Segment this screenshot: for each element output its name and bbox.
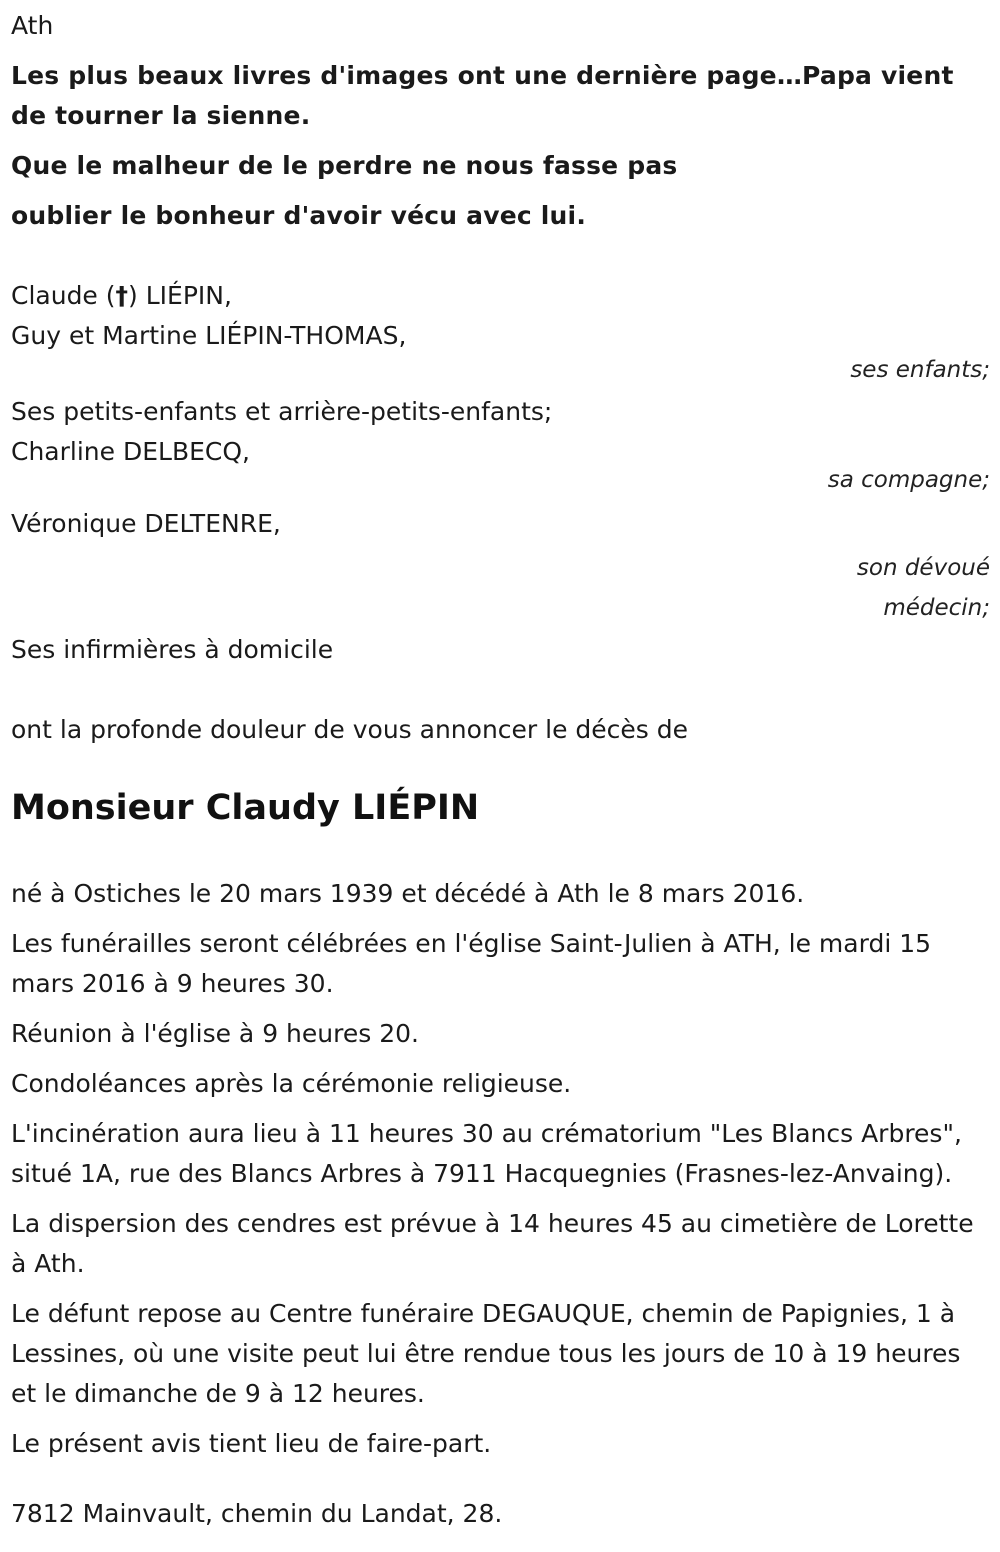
family-guy-martine: Guy et Martine LIÉPIN-THOMAS, [11,321,407,350]
children-role: ses enfants; [850,357,990,383]
detail-condolences: Condoléances après la cérémonie religieuse. [11,1069,572,1098]
quote-line-3: oublier le bonheur d'avoir vécu avec lui. [11,201,587,230]
funeral-details [11,874,990,1464]
family-nurses: Ses infirmières à domicile [11,635,334,664]
detail-notice: Le présent avis tient lieu de faire-part. [11,1429,492,1458]
claude-prefix: Claude ( [11,281,116,310]
cross-icon: † [115,281,129,310]
footer-address: 7812 Mainvault, chemin du Landat, 28. [11,1499,503,1528]
doctor-role-line-1: son dévoué [856,555,990,581]
announcement-intro: ont la profonde douleur de vous annoncer le décès de [11,715,689,744]
detail-cremation: L'incinération aura lieu à 11 heures 30 au crématorium "Les Blancs Arbres", situé 1A, rue des Blancs Arbres à 7911 Hacquegnies (Frasnes-lez-Anvaing). [11,1119,962,1188]
family-charline: Charline DELBECQ, [11,437,250,466]
detail-birth-death: né à Ostiches le 20 mars 1939 et décédé à Ath le 8 mars 2016. [11,879,805,908]
companion-role: sa compagne; [827,467,990,493]
detail-meeting: Réunion à l'église à 9 heures 20. [11,1019,419,1048]
family-list [11,276,990,670]
detail-funeral: Les funérailles seront célébrées en l'église Saint-Julien à ATH, le mardi 15 mars 2016 à 9 heures 30. [11,929,932,998]
quote-line-1: Les plus beaux livres d'images ont une dernière page…Papa vient de tourner la sienne. [11,61,954,130]
obituary-notice [11,6,990,1534]
family-claude [11,276,990,316]
doctor-role-line-2: médecin; [883,595,990,621]
deceased-name: Monsieur Claudy LIÉPIN [11,788,480,828]
detail-resting: Le défunt repose au Centre funéraire DEGAUQUE, chemin de Papignies, 1 à Lessines, où une visite peut lui être rendue tous les jours de 10 à 19 heures et le dimanche de 9 à 12 heures. [11,1299,961,1408]
quote-line-2: Que le malheur de le perdre ne nous fasse pas [11,151,678,180]
detail-ashes: La dispersion des cendres est prévue à 14 heures 45 au cimetière de Lorette à Ath. [11,1209,974,1278]
location-header: Ath [11,11,54,40]
family-grandchildren: Ses petits-enfants et arrière-petits-enfants; [11,397,553,426]
memorial-quote [11,56,990,236]
family-veronique: Véronique DELTENRE, [11,509,281,538]
claude-suffix: ) LIÉPIN, [128,281,232,310]
